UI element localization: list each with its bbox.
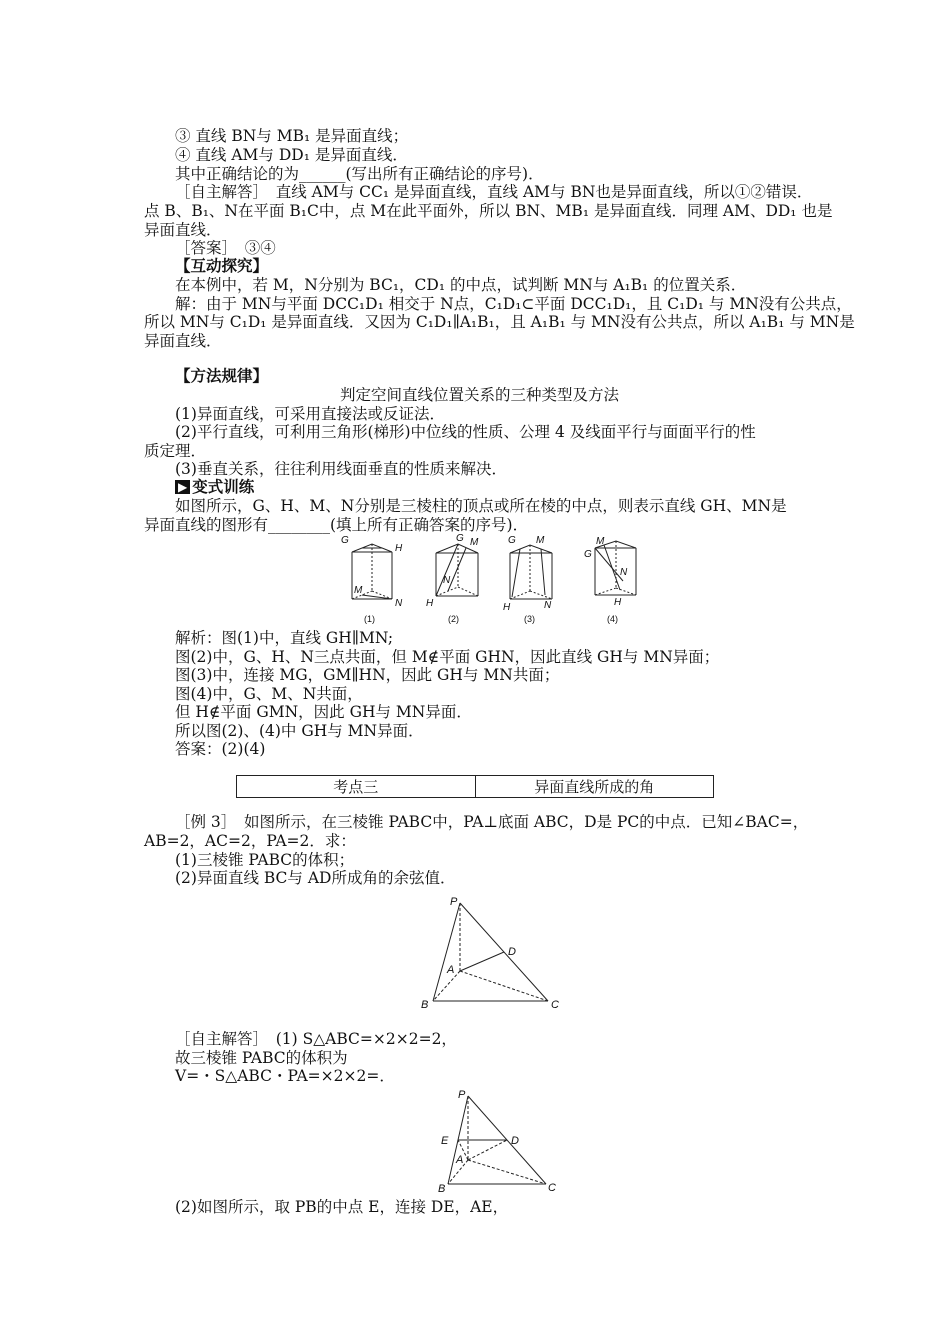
label-A: A (447, 964, 455, 976)
text-line: 异面直线的图形有________(填上所有正确答案的序号)． (144, 516, 529, 534)
label-B: B (421, 999, 429, 1011)
text-line: (1)异面直线，可采用直接法或反证法． (175, 405, 445, 423)
text-line: AB=2，AC=2，PA=2．求： (144, 832, 356, 850)
label-G: G (584, 549, 592, 560)
topic-title-cell: 异面直线所成的角 (475, 776, 714, 798)
label-M: M (470, 537, 479, 548)
text-line: 所以图(2)、(4)中 GH与 MN异面． (175, 722, 424, 740)
label-M: M (536, 535, 545, 546)
prism-figure-1 (341, 535, 403, 624)
section-heading: 【方法规律】 (175, 366, 269, 385)
text-line: (2)如图所示，取 PB的中点 E，连接 DE，AE， (175, 1198, 509, 1216)
play-icon: ▶ (175, 480, 190, 494)
text-line: ［例 3］ 如图所示，在三棱锥 PABC中，PA⊥底面 ABC，D是 PC的中点．已知∠BAC=， (175, 813, 809, 831)
text-line: (1)三棱锥 PABC的体积； (175, 851, 355, 869)
text-line: 异面直线． (144, 332, 222, 350)
label-H: H (614, 597, 622, 608)
label-H: H (426, 598, 434, 609)
prism-figure-4 (584, 536, 636, 624)
label-H: H (503, 602, 511, 613)
label-N: N (544, 600, 552, 611)
label-D: D (508, 946, 516, 958)
centered-title: 判定空间直线位置关系的三种类型及方法 (340, 386, 620, 404)
figure-caption: (1) (364, 614, 375, 624)
figure-caption: (2) (448, 614, 459, 624)
text-line: 所以 MN与 C₁D₁ 是异面直线．又因为 C₁D₁∥A₁B₁，且 A₁B₁ 与 MN没有公共点，所以 A₁B₁ 与 MN是 (144, 313, 855, 331)
label-B: B (438, 1183, 446, 1195)
text-line: ④ 直线 AM与 DD₁ 是异面直线． (175, 146, 408, 164)
text-line: ［自主解答］ (1) S△ABC=×2×2=2， (175, 1030, 457, 1048)
text-line: V=・S△ABC・PA=×2×2=． (175, 1067, 395, 1085)
topic-table (236, 775, 714, 798)
label-G: G (341, 535, 349, 546)
text-line: ［自主解答］ 直线 AM与 CC₁ 是异面直线，直线 AM与 BN也是异面直线，所以①②错误． (175, 183, 813, 201)
label-C: C (551, 999, 559, 1011)
variant-training-label: 变式训练 (192, 477, 255, 496)
text-line: (2)异面直线 BC与 AD所成角的余弦值． (175, 869, 456, 887)
prism-figure-3 (503, 535, 552, 624)
text-line: 质定理． (144, 442, 207, 460)
text-line: 但 H∉平面 GMN，因此 GH与 MN异面． (175, 703, 472, 721)
label-N: N (443, 575, 451, 586)
section-heading (175, 477, 254, 497)
section-heading: 【互动探究】 (175, 256, 269, 275)
text-line: 在本例中，若 M，N分别为 BC₁，CD₁ 的中点，试判断 MN与 A₁B₁ 的位置关系． (175, 276, 747, 294)
label-M: M (354, 585, 363, 596)
label-C: C (548, 1182, 556, 1194)
text-line: 点 B、B₁、N在平面 B₁C中，点 M在此平面外，所以 BN、MB₁ 是异面直线．同理 AM、DD₁ 也是 (144, 202, 833, 220)
label-G: G (508, 535, 516, 546)
text-line: 图(3)中，连接 MG，GM∥HN，因此 GH与 MN共面； (175, 666, 560, 684)
text-line: 异面直线． (144, 221, 222, 239)
text-line: 解：由于 MN与平面 DCC₁D₁ 相交于 N点，C₁D₁⊂平面 DCC₁D₁，且 C₁D₁ 与 MN没有公共点， (175, 295, 852, 313)
label-N: N (395, 598, 403, 609)
topic-number-cell: 考点三 (237, 776, 476, 798)
label-E: E (441, 1135, 449, 1147)
label-A: A (456, 1154, 464, 1166)
label-D: D (511, 1135, 519, 1147)
pyramid-figure-2 (438, 1088, 568, 1193)
answer-line: ［答案］ ③④ (175, 239, 276, 257)
text-line: (2)平行直线，可利用三角形(梯形)中位线的性质、公理 4 及线面平行与面面平行的性 (175, 423, 756, 441)
label-N: N (620, 567, 628, 578)
figure-caption: (3) (524, 614, 535, 624)
label-M: M (596, 536, 605, 547)
label-G: G (456, 533, 464, 544)
prism-figure-2 (426, 533, 479, 624)
pyramid-figure-1 (420, 895, 570, 1010)
label-P: P (450, 896, 458, 908)
text-line: ③ 直线 BN与 MB₁ 是异面直线； (175, 127, 409, 145)
text-line: 故三棱锥 PABC的体积为 (175, 1049, 348, 1067)
figure-caption: (4) (607, 614, 618, 624)
text-line: 如图所示，G、H、M、N分别是三棱柱的顶点或所在棱的中点，则表示直线 GH、MN是 (175, 497, 787, 515)
prism-figures (340, 533, 630, 623)
text-line: 图(4)中，G、M、N共面， (175, 685, 363, 703)
text-line: (3)垂直关系，往往利用线面垂直的性质来解决． (175, 460, 507, 478)
label-H: H (395, 543, 403, 554)
text-line: 其中正确结论的为______(写出所有正确结论的序号)． (175, 165, 544, 183)
answer-line: 答案：(2)(4) (175, 740, 266, 758)
text-line: 解析：图(1)中，直线 GH∥MN; (175, 629, 394, 647)
label-P: P (458, 1089, 466, 1101)
text-line: 图(2)中，G、H、N三点共面，但 M∉平面 GHN，因此直线 GH与 MN异面； (175, 648, 720, 666)
